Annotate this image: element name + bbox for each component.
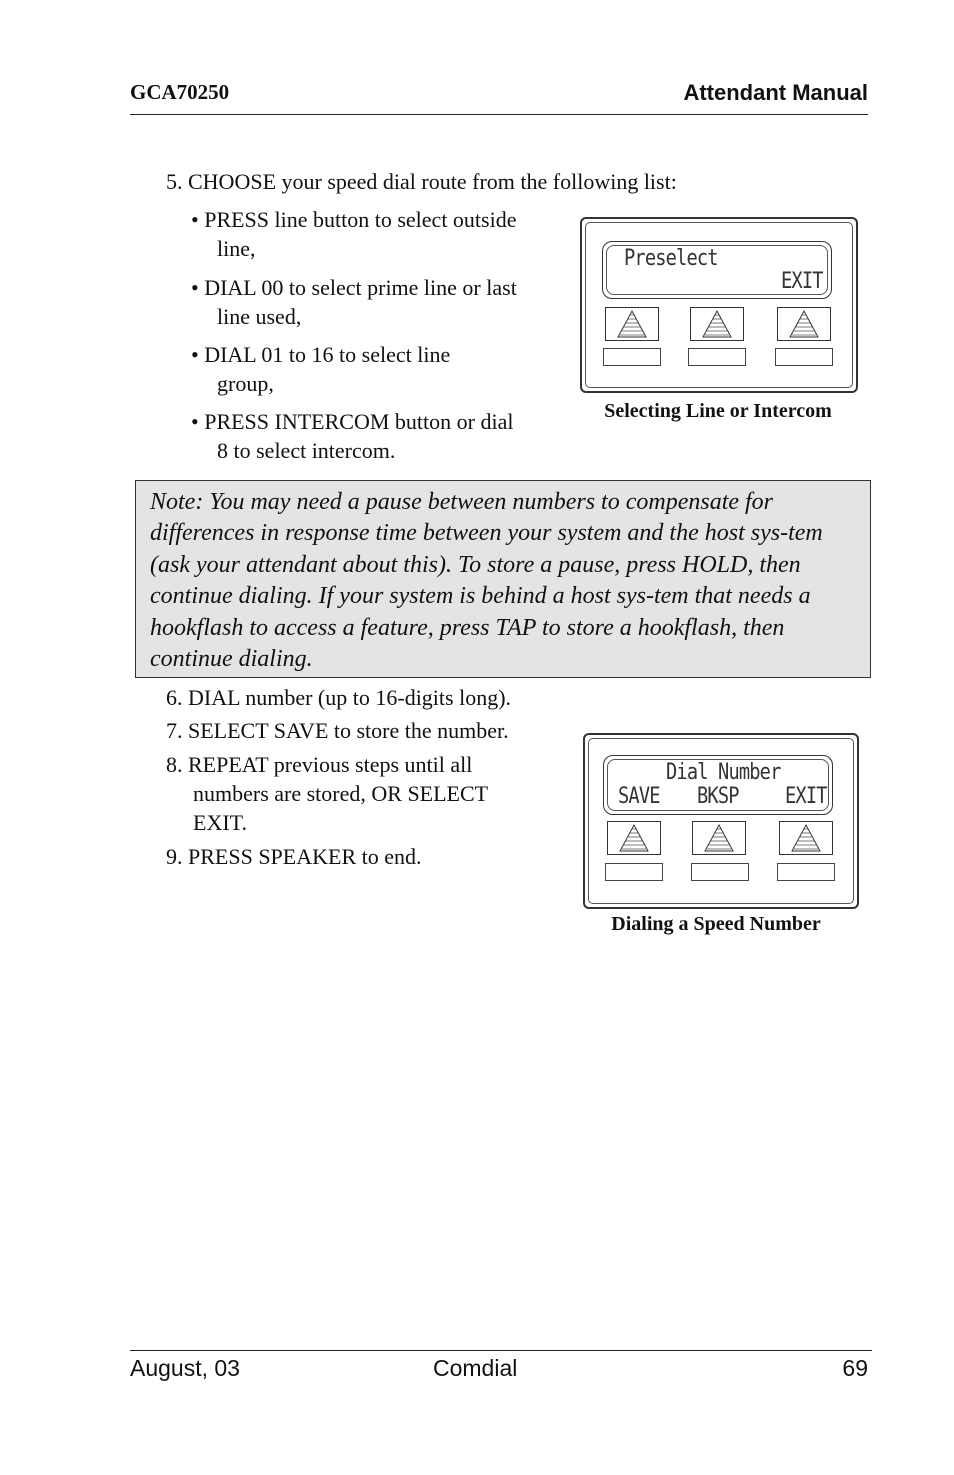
- lcd-exit-label: EXIT: [781, 269, 823, 294]
- step-line: 6. DIAL number (up to 16-digits long).: [166, 685, 512, 710]
- step-8: [166, 750, 488, 837]
- key-label-strip: [775, 348, 833, 366]
- key-label-strip: [691, 863, 749, 881]
- bullet-continuation: line used,: [217, 304, 302, 329]
- bullet-item: [191, 205, 571, 263]
- step-7: [166, 716, 509, 745]
- figure-caption: Selecting Line or Intercom: [604, 400, 832, 422]
- phone-display-figure: [580, 217, 858, 393]
- bullet-continuation: line,: [217, 236, 256, 261]
- footer-divider: [130, 1350, 872, 1351]
- bullet-line: • PRESS line button to select outside: [191, 207, 517, 232]
- key-label-strip: [603, 348, 661, 366]
- step-line: 8. REPEAT previous steps until all: [166, 752, 473, 777]
- softkey-1-icon: [607, 821, 661, 855]
- key-label-strip: [688, 348, 746, 366]
- page-number: 69: [842, 1355, 868, 1381]
- bullet-continuation: group,: [217, 371, 274, 396]
- lcd-screen: [602, 241, 832, 299]
- manual-title: Attendant Manual: [683, 80, 868, 105]
- lcd-screen: [603, 755, 833, 815]
- bullet-item: [191, 273, 571, 331]
- lcd-line-1: Dial Number: [666, 760, 781, 785]
- key-label-strip: [777, 863, 835, 881]
- step-6: [166, 683, 511, 712]
- lcd-softkey-label-bksp: BKSP: [697, 784, 739, 809]
- softkey-2-icon: [690, 307, 744, 341]
- footer-date: August, 03: [130, 1355, 240, 1381]
- header-divider: [130, 114, 868, 115]
- note-box: Note: You may need a pause between numbers to compensate for differences in response time between your system and the host sys-tem (ask your attendant about this). To store a pause, press HOLD, then continue dialing. If your system is behind a host sys-tem that needs a hookflash to access a feature, press TAP to store a hookflash, then continue dialing.: [135, 480, 871, 678]
- document-id: GCA70250: [130, 80, 230, 104]
- key-label-strip: [605, 863, 663, 881]
- bullet-item: [191, 407, 571, 465]
- lcd-line-1: Preselect: [624, 246, 718, 271]
- step-continuation: EXIT.: [193, 810, 247, 835]
- step-5: 5. CHOOSE your speed dial route from the following list:: [166, 169, 677, 194]
- bullet-line: • PRESS INTERCOM button or dial: [191, 409, 514, 434]
- step-line: 7. SELECT SAVE to store the number.: [166, 718, 509, 743]
- softkey-3-icon: [777, 307, 831, 341]
- bullet-item: [191, 340, 571, 398]
- figure-caption: Dialing a Speed Number: [611, 913, 821, 935]
- lcd-softkey-label-exit: EXIT: [785, 784, 827, 809]
- softkey-1-icon: [605, 307, 659, 341]
- step-continuation: numbers are stored, OR SELECT: [193, 781, 489, 806]
- lcd-softkey-label-save: SAVE: [618, 784, 660, 809]
- bullet-continuation: 8 to select intercom.: [217, 438, 396, 463]
- footer-company: Comdial: [433, 1355, 518, 1381]
- step-line: 9. PRESS SPEAKER to end.: [166, 844, 422, 869]
- bullet-line: • DIAL 00 to select prime line or last: [191, 275, 517, 300]
- bullet-line: • DIAL 01 to 16 to select line: [191, 342, 451, 367]
- softkey-3-icon: [779, 821, 833, 855]
- step-9: [166, 842, 422, 871]
- phone-display-figure: [583, 733, 859, 909]
- softkey-2-icon: [692, 821, 746, 855]
